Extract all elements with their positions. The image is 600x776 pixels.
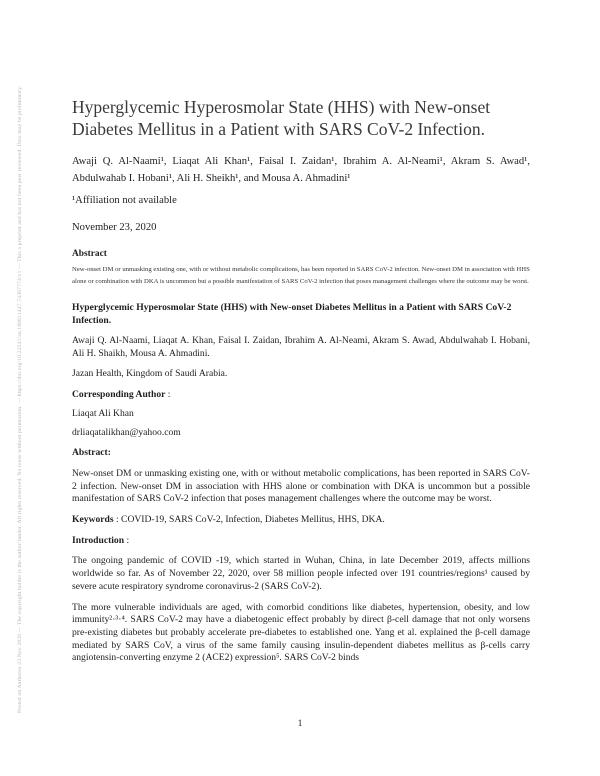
abstract-text: New-onset DM or unmasking existing one, with or without metabolic complications, has been reported in SARS CoV-2 infection. New-onset DM in association with HHS alone or combination with DKA is uncommon but a possible manifestation of SARS CoV-2 infection that poses management challenges where the outcome may be worst. xyxy=(72,266,530,285)
page-number: 1 xyxy=(297,718,303,729)
paper-title: Hyperglycemic Hyperosmolar State (HHS) with New-onset Diabetes Mellitus in a Patient with SARS CoV-2 Infection. xyxy=(72,97,491,139)
corresponding-email[interactable]: drliaqatalikhan@yahoo.com xyxy=(72,426,181,438)
institution: Jazan Health, Kingdom of Saudi Arabia. xyxy=(72,368,228,380)
affiliation: ¹Affiliation not available xyxy=(72,195,177,206)
keywords-text: : COVID-19, SARS CoV-2, Infection, Diabetes Mellitus, HHS, DKA. xyxy=(113,514,385,526)
author-list: Awaji Q. Al-Naami¹, Liaqat Ali Khan¹, Faisal I. Zaidan¹, Ibrahim A. Al-Neami¹, Akram S. Awad¹, Abdulwahab I. Hobani¹, Ali H. Sheikh¹, and Mousa A. Ahmadini¹ xyxy=(72,156,530,184)
publication-date: November 23, 2020 xyxy=(72,222,157,233)
corresponding-heading: Corresponding Author xyxy=(72,389,166,401)
introduction-line xyxy=(72,535,530,548)
introduction-heading: Introduction xyxy=(72,534,125,546)
introduction-colon: : xyxy=(124,534,130,546)
intro-paragraph-1: The ongoing pandemic of COVID -19, which started in Wuhan, China, in late December 2019, affects millions worldwide so far. As of November 22, 2020, over 58 million people infected over 191 countries/regions¹ caused by severe acute respiratory syndrome coronavirus-2 (SARS CoV-2). xyxy=(72,555,530,592)
keywords-line xyxy=(72,514,530,527)
abstract2-text: New-onset DM or unmasking existing one, with or without metabolic complications, has been reported in SARS CoV-2 infection. New-onset DM in association with HHS alone or combination with DKA is uncommon but a possible manifestation of SARS CoV-2 infection that poses management challenges where the outcome may be worst. xyxy=(72,467,530,505)
keywords-label: Keywords xyxy=(72,514,114,526)
abstract2-heading: Abstract: xyxy=(72,447,111,459)
side-stamp-text: Posted on Authorea 23 Nov 2020 — The copyright holder is the author/funder. All rights reserved. No reuse without permission. — https://doi.org/10.22541/au.160611447.74307774/v1 — This a preprint and has not been peer reviewed. Data may be preliminary. xyxy=(17,85,23,713)
preprint-side-stamp xyxy=(0,60,40,740)
body-title: Hyperglycemic Hyperosmolar State (HHS) with New-onset Diabetes Mellitus in a Patient with SARS CoV-2 Infection. xyxy=(72,302,512,326)
intro-paragraph-2: The more vulnerable individuals are aged, with comorbid conditions like diabetes, hypertension, obesity, and low immunity²·³·⁴. SARS CoV-2 may have a diabetogenic effect probably by direct β-cell damage that not only worsens pre-existing diabetes but probably accelerate pre-diabetes to established one. Yang et al. explained the β-cell damage mediated by SARS CoV, a virus of the same family causing insulin-dependent diabetes mellitus as β-cells carry angiotensin-converting enzyme 2 (ACE2) expression⁵. SARS CoV-2 binds xyxy=(72,601,530,664)
corresponding-name: Liaqat Ali Khan xyxy=(72,407,134,419)
corresponding-author-line xyxy=(72,389,530,402)
body-authors: Awaji Q. Al-Naami, Liaqat A. Khan, Faisal I. Zaidan, Ibrahim A. Al-Neami, Akram S. Awad, Abdulwahab I. Hobani, Ali H. Shaikh, Mousa A. Ahmadini. xyxy=(72,335,530,359)
abstract-heading: Abstract xyxy=(72,249,107,259)
paper-page xyxy=(72,96,530,665)
corresponding-colon: : xyxy=(165,389,171,401)
